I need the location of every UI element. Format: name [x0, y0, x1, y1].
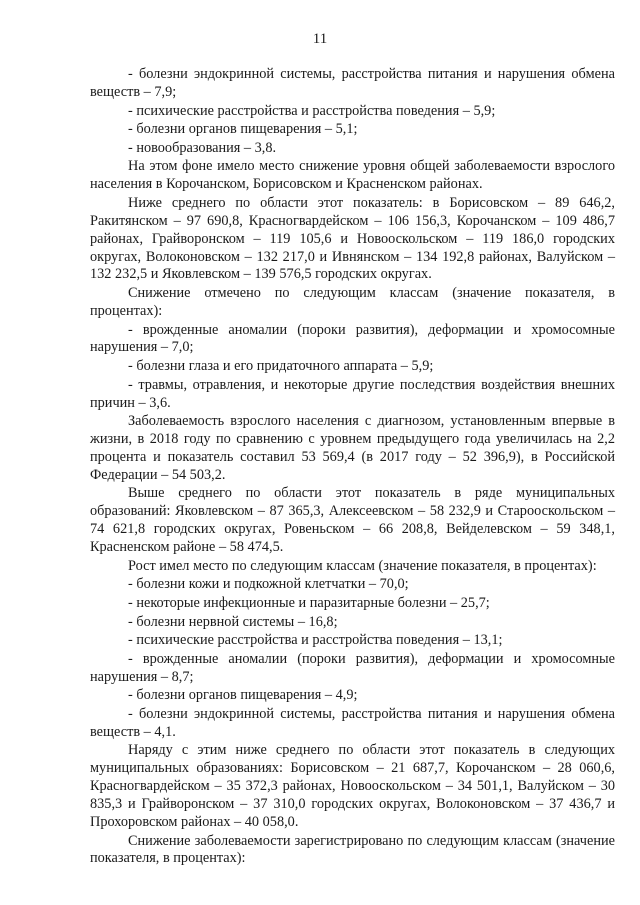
paragraph-decline-registered: Снижение заболеваемости зарегистрировано по следующим классам (значение показателя, в процентах):: [90, 832, 615, 867]
paragraph-decline-background: На этом фоне имело место снижение уровня общей заболеваемости взрослого населения в Корочанском, Борисовском и Красненском районах.: [90, 158, 615, 193]
paragraph-below-average: Ниже среднего по области этот показатель: в Борисовском – 89 646,2, Ракитянском – 97 690,8, Красногвардейском – 106 156,3, Корочанском – 109 486,7 районах, Грайворонском – 119 105,6 и Новооскольском – 119 186,0 городских округах, Волоконовском – 132 217,0 и Ивнянском – 134 192,8 районах, Валуйском – 132 232,5 и Яковлевском – 139 576,5 городских округах.: [90, 194, 615, 283]
list-item-endocrine-growth: - болезни эндокринной системы, расстройства питания и нарушения обмена веществ – 4,1.: [90, 705, 615, 740]
page-number: 11: [312, 31, 328, 47]
list-item-infectious: - некоторые инфекционные и паразитарные болезни – 25,7;: [128, 594, 490, 611]
list-item-eye: - болезни глаза и его придаточного аппарата – 5,9;: [128, 358, 434, 374]
paragraph-growth-classes-intro: Рост имел место по следующим классам (значение показателя, в процентах):: [128, 557, 597, 574]
list-item-digestive: - болезни органов пищеварения – 5,1;: [128, 121, 358, 138]
list-item-digestive-growth: - болезни органов пищеварения – 4,9;: [128, 687, 358, 704]
list-item-injuries: - травмы, отравления, и некоторые другие последствия воздействия внешних причин – 3,6.: [90, 376, 615, 411]
paragraph-below-average-new: Наряду с этим ниже среднего по области этот показатель в следующих муниципальных образованиях: Борисовском – 21 687,7, Корочанском – 28 060,6, Красногвардейском – 35 372,3 районах, Новооскольском – 34 501,1, Валуйском – 30 835,3 и Грайворонском – 37 310,0 городских округах, Волоконовском – 37 436,7 и Прохоровском районах – 40 058,0.: [90, 742, 615, 830]
list-item-mental-growth: - психические расстройства и расстройства поведения – 13,1;: [128, 632, 503, 649]
list-item-congenital: - врожденные аномалии (пороки развития), деформации и хромосомные нарушения – 7,0;: [90, 321, 615, 356]
paragraph-first-diagnosis: Заболеваемость взрослого населения с диагнозом, установленным впервые в жизни, в 2018 году по сравнению с уровнем предыдущего года увеличилась на 2,2 процента и показатель составил 53 569,4 (в 2017 году – 52 396,9), в Российской Федерации – 54 503,2.: [90, 413, 615, 483]
list-item-endocrine: - болезни эндокринной системы, расстройства питания и нарушения обмена веществ – 7,9;: [90, 66, 615, 100]
list-item-mental: - психические расстройства и расстройства поведения – 5,9;: [128, 102, 496, 119]
list-item-skin: - болезни кожи и подкожной клетчатки – 70,0;: [128, 576, 409, 593]
paragraph-above-average: Выше среднего по области этот показатель в ряде муниципальных образований: Яковлевском – 87 365,3, Алексеевском – 58 232,9 и Старооскольском – 74 621,8 городских округах, Ровеньском – 66 208,8, Вейделевском – 59 348,1, Красненском районе – 58 474,5.: [90, 485, 615, 556]
list-item-neoplasms: - новообразования – 3,8.: [128, 139, 277, 156]
list-item-congenital-growth: - врожденные аномалии (пороки развития), деформации и хромосомные нарушения – 8,7;: [90, 650, 615, 685]
list-item-nervous: - болезни нервной системы – 16,8;: [128, 613, 338, 630]
document-body: [90, 66, 615, 869]
paragraph-decline-classes-intro: Снижение отмечено по следующим классам (значение показателя, в процентах):: [90, 285, 615, 319]
